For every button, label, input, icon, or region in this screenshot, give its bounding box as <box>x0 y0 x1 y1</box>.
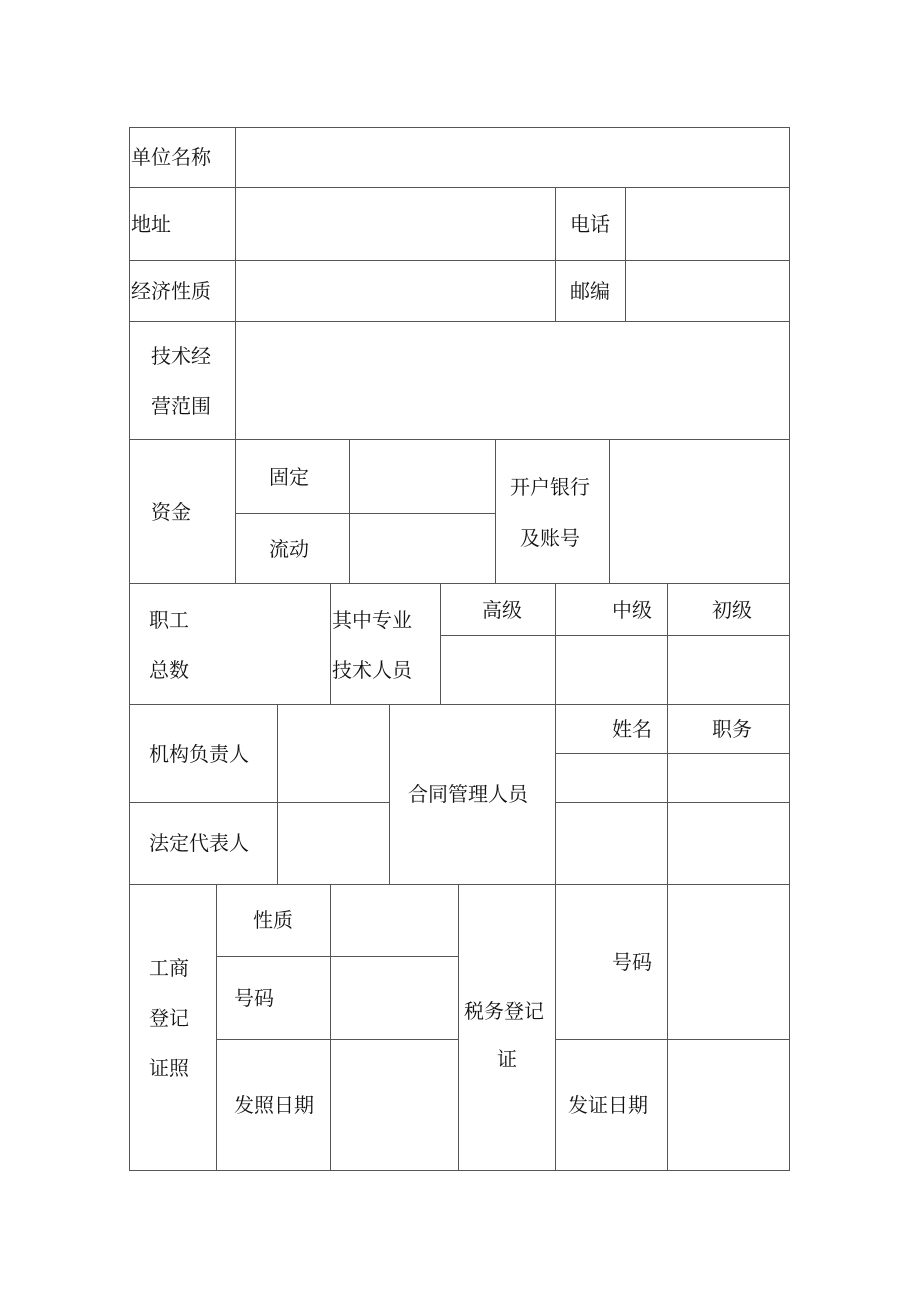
address-field[interactable] <box>236 188 555 260</box>
senior-label: 高级 <box>482 598 522 622</box>
unit-name-field[interactable] <box>236 128 789 187</box>
business-scope-label-line2: 营范围 <box>151 394 211 418</box>
senior-count-field[interactable] <box>441 636 555 704</box>
bank-label-line1: 开户银行 <box>510 475 590 499</box>
staff-total-field[interactable] <box>230 584 330 704</box>
grid-line <box>458 884 459 1170</box>
economic-nature-label: 经济性质 <box>131 279 211 303</box>
grid-line <box>555 187 556 321</box>
org-head-label: 机构负责人 <box>149 742 249 766</box>
grid-line <box>555 884 556 1170</box>
business-license-label-line1: 工商 <box>149 956 189 980</box>
manager-name-field-1[interactable] <box>556 754 667 802</box>
current-funds-field[interactable] <box>350 514 495 583</box>
license-nature-label: 性质 <box>253 908 293 932</box>
tax-cert-label-line1: 税务登记 <box>464 999 544 1023</box>
grid-line <box>789 127 790 1171</box>
legal-rep-field[interactable] <box>278 803 389 884</box>
intermediate-count-field[interactable] <box>556 636 667 704</box>
manager-name-label: 姓名 <box>612 717 652 741</box>
grid-line <box>129 1170 790 1171</box>
bank-account-field[interactable] <box>610 440 789 583</box>
business-scope-field[interactable] <box>236 322 789 439</box>
phone-field[interactable] <box>626 188 789 260</box>
staff-total-label-line2: 总数 <box>149 658 189 682</box>
business-license-label-line2: 登记 <box>149 1006 189 1030</box>
economic-nature-field[interactable] <box>236 261 555 321</box>
intermediate-label: 中级 <box>612 598 652 622</box>
address-label: 地址 <box>131 212 171 236</box>
tax-number-field[interactable] <box>668 885 789 1039</box>
legal-rep-label: 法定代表人 <box>149 831 249 855</box>
grid-line <box>129 704 790 705</box>
license-nature-field[interactable] <box>331 885 458 956</box>
postcode-field[interactable] <box>626 261 789 321</box>
postcode-label: 邮编 <box>570 279 610 303</box>
grid-line <box>129 127 130 1171</box>
professional-staff-label-line1: 其中专业 <box>332 608 412 632</box>
tax-date-label: 发证日期 <box>568 1093 648 1117</box>
bank-label-line2: 及账号 <box>520 526 580 550</box>
license-number-label: 号码 <box>234 986 274 1010</box>
manager-position-label: 职务 <box>712 717 752 741</box>
fixed-funds-label: 固定 <box>269 465 309 489</box>
license-date-field[interactable] <box>331 1040 458 1170</box>
fixed-funds-field[interactable] <box>350 440 495 513</box>
unit-name-label: 单位名称 <box>131 145 211 169</box>
tax-cert-label-line2: 证 <box>497 1047 517 1071</box>
junior-count-field[interactable] <box>668 636 789 704</box>
junior-label: 初级 <box>712 598 752 622</box>
grid-line <box>389 704 390 884</box>
grid-line <box>495 439 496 583</box>
manager-position-field-2[interactable] <box>668 803 789 884</box>
contract-manager-label: 合同管理人员 <box>408 782 528 806</box>
grid-line <box>330 583 331 704</box>
grid-line <box>129 583 790 584</box>
tax-number-label: 号码 <box>612 950 652 974</box>
license-date-label: 发照日期 <box>234 1093 314 1117</box>
grid-line <box>216 884 217 1170</box>
current-funds-label: 流动 <box>269 537 309 561</box>
business-license-label-line3: 证照 <box>149 1056 189 1080</box>
org-head-field[interactable] <box>278 705 389 802</box>
professional-staff-label-line2: 技术人员 <box>332 658 412 682</box>
funds-label: 资金 <box>151 500 191 524</box>
manager-name-field-2[interactable] <box>556 803 667 884</box>
license-number-field[interactable] <box>331 957 458 1039</box>
manager-position-field-1[interactable] <box>668 754 789 802</box>
tax-date-field[interactable] <box>668 1040 789 1170</box>
staff-total-label-line1: 职工 <box>149 608 189 632</box>
business-scope-label-line1: 技术经 <box>151 344 211 368</box>
phone-label: 电话 <box>570 212 610 236</box>
